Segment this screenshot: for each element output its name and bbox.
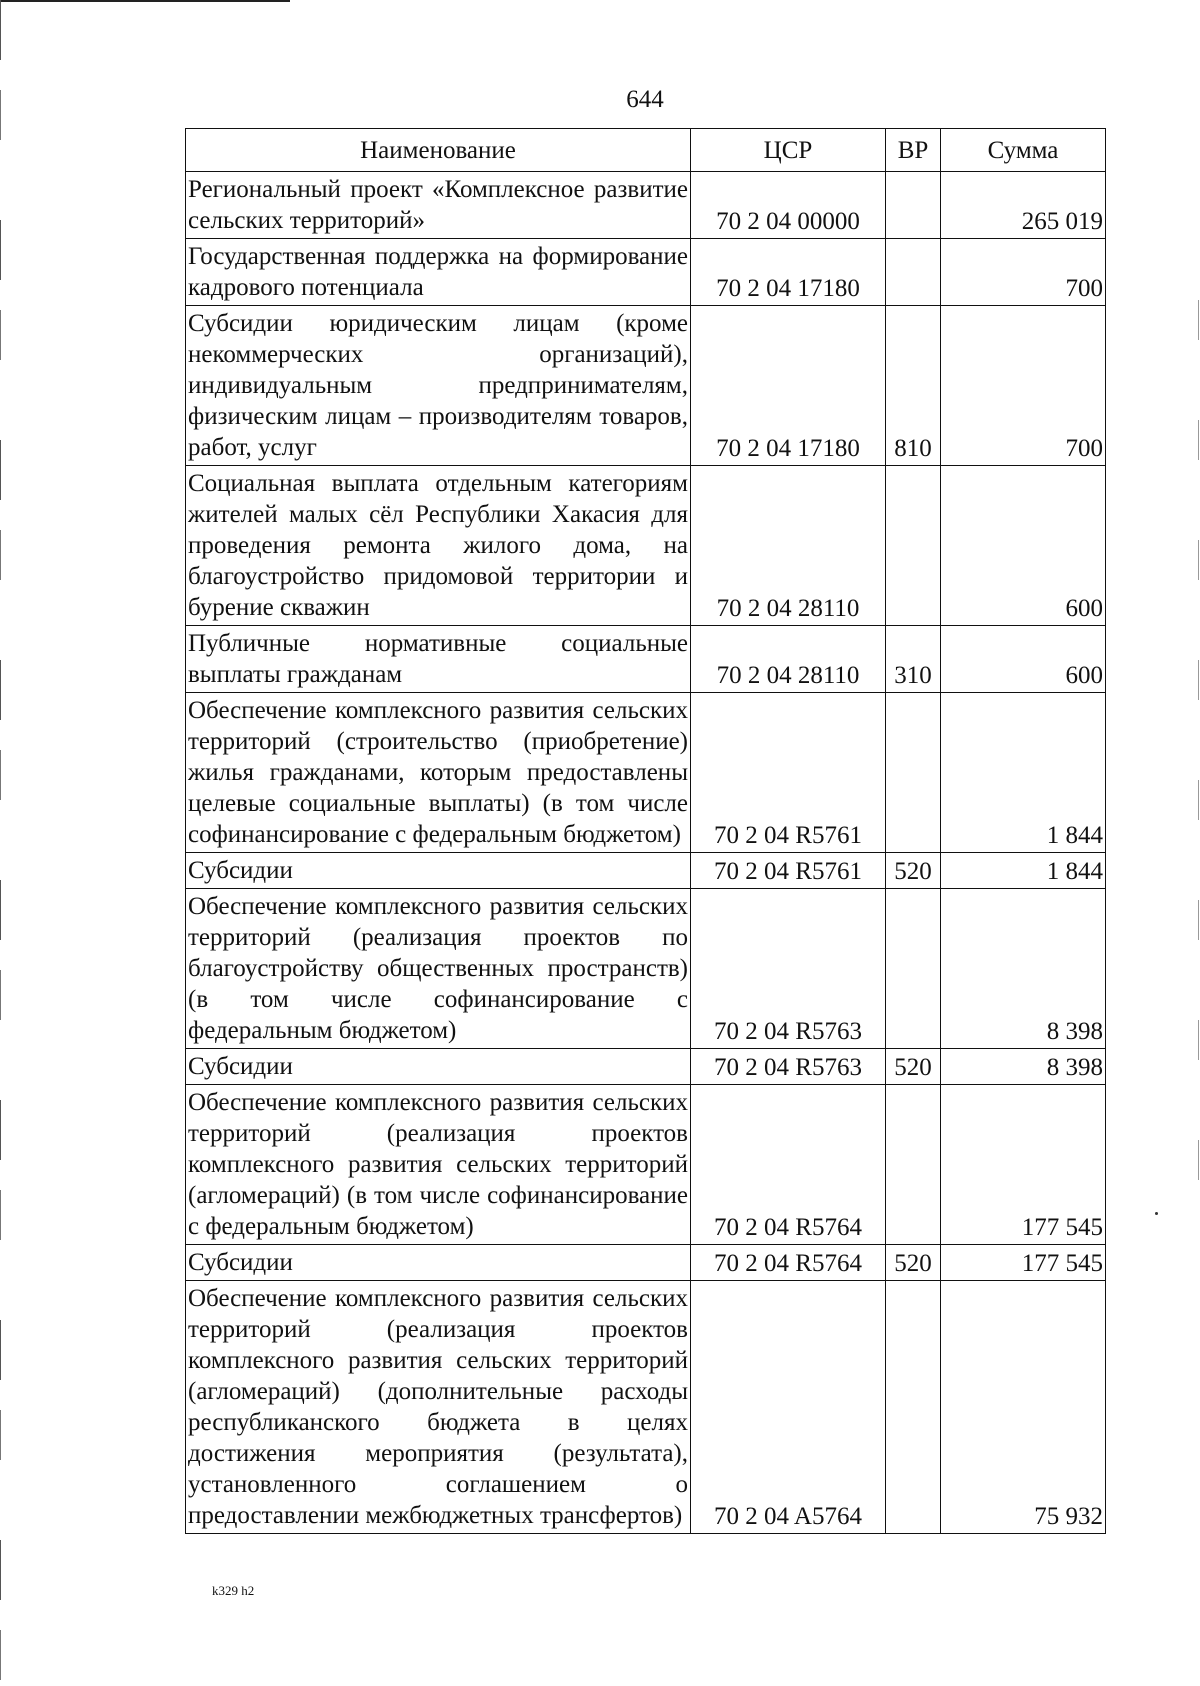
row-csr: 70 2 04 17180	[691, 239, 886, 306]
scan-speck	[1155, 1212, 1158, 1215]
page-number: 644	[626, 86, 664, 113]
table-row	[186, 1245, 1106, 1281]
row-sum: 600	[941, 626, 1106, 693]
row-vr	[886, 1085, 941, 1245]
row-sum: 75 932	[941, 1281, 1106, 1534]
row-name: Публичные нормативные социальные выплаты гражданам	[186, 626, 691, 693]
row-vr	[886, 239, 941, 306]
row-csr: 70 2 04 17180	[691, 306, 886, 466]
row-name: Обеспечение комплексного развития сельских территорий (реализация проектов комплексного развития сельских территорий (агломераций) (в том числе софинансирование с федеральным бюджетом)	[186, 1085, 691, 1245]
row-vr	[886, 693, 941, 853]
row-sum: 700	[941, 306, 1106, 466]
table-row	[186, 853, 1106, 889]
header-name: Наименование	[186, 129, 691, 172]
scan-edge-top	[0, 0, 290, 2]
row-sum: 265 019	[941, 172, 1106, 239]
row-sum: 177 545	[941, 1245, 1106, 1281]
row-vr	[886, 1281, 941, 1534]
table-row	[186, 172, 1106, 239]
scan-edge-right	[1198, 300, 1199, 1200]
row-vr	[886, 889, 941, 1049]
table-row	[186, 626, 1106, 693]
row-vr: 810	[886, 306, 941, 466]
row-csr: 70 2 04 00000	[691, 172, 886, 239]
row-csr: 70 2 04 R5764	[691, 1085, 886, 1245]
table-row	[186, 1085, 1106, 1245]
row-sum: 8 398	[941, 1049, 1106, 1085]
row-vr: 520	[886, 1245, 941, 1281]
row-name: Обеспечение комплексного развития сельских территорий (реализация проектов комплексного развития сельских территорий (агломераций) (дополнительные расходы республиканского бюджета в целях достижения мероприятия (результата), установленного соглашением о предоставлении межбюджетных трансфертов)	[186, 1281, 691, 1534]
row-csr: 70 2 04 28110	[691, 466, 886, 626]
row-vr: 520	[886, 1049, 941, 1085]
row-name: Субсидии юридическим лицам (кроме некоммерческих организаций), индивидуальным предпринимателям, физическим лицам – производителям товаров, работ, услуг	[186, 306, 691, 466]
row-name: Социальная выплата отдельным категориям жителей малых сёл Республики Хакасия для проведения ремонта жилого дома, на благоустройство придомовой территории и бурение скважин	[186, 466, 691, 626]
row-name: Субсидии	[186, 1245, 691, 1281]
table-row	[186, 306, 1106, 466]
row-csr: 70 2 04 R5761	[691, 853, 886, 889]
header-csr: ЦСР	[691, 129, 886, 172]
row-sum: 600	[941, 466, 1106, 626]
row-csr: 70 2 04 R5761	[691, 693, 886, 853]
row-sum: 1 844	[941, 693, 1106, 853]
header-vr: ВР	[886, 129, 941, 172]
scan-edge-left	[0, 0, 1, 1686]
row-name: Государственная поддержка на формирование кадрового потенциала	[186, 239, 691, 306]
table-row	[186, 693, 1106, 853]
table-header-row	[186, 129, 1106, 172]
row-csr: 70 2 04 R5763	[691, 889, 886, 1049]
table-row	[186, 466, 1106, 626]
row-name: Обеспечение комплексного развития сельских территорий (строительство (приобретение) жилья гражданами, которым предоставлены целевые социальные выплаты) (в том числе софинансирование с федеральным бюджетом)	[186, 693, 691, 853]
row-name: Субсидии	[186, 853, 691, 889]
row-vr: 310	[886, 626, 941, 693]
table-row	[186, 239, 1106, 306]
row-csr: 70 2 04 R5763	[691, 1049, 886, 1085]
row-sum: 8 398	[941, 889, 1106, 1049]
row-name: Региональный проект «Комплексное развитие сельских территорий»	[186, 172, 691, 239]
header-sum: Сумма	[941, 129, 1106, 172]
row-name: Обеспечение комплексного развития сельских территорий (реализация проектов по благоустройству общественных пространств) (в том числе софинансирование с федеральным бюджетом)	[186, 889, 691, 1049]
row-name: Субсидии	[186, 1049, 691, 1085]
footer-code: k329 h2	[212, 1583, 255, 1598]
table-row	[186, 889, 1106, 1049]
row-vr	[886, 466, 941, 626]
row-sum: 177 545	[941, 1085, 1106, 1245]
row-sum: 1 844	[941, 853, 1106, 889]
budget-table	[185, 128, 1106, 1534]
table-row	[186, 1281, 1106, 1534]
row-sum: 700	[941, 239, 1106, 306]
row-vr: 520	[886, 853, 941, 889]
table-row	[186, 1049, 1106, 1085]
row-vr	[886, 172, 941, 239]
row-csr: 70 2 04 R5764	[691, 1245, 886, 1281]
row-csr: 70 2 04 A5764	[691, 1281, 886, 1534]
row-csr: 70 2 04 28110	[691, 626, 886, 693]
